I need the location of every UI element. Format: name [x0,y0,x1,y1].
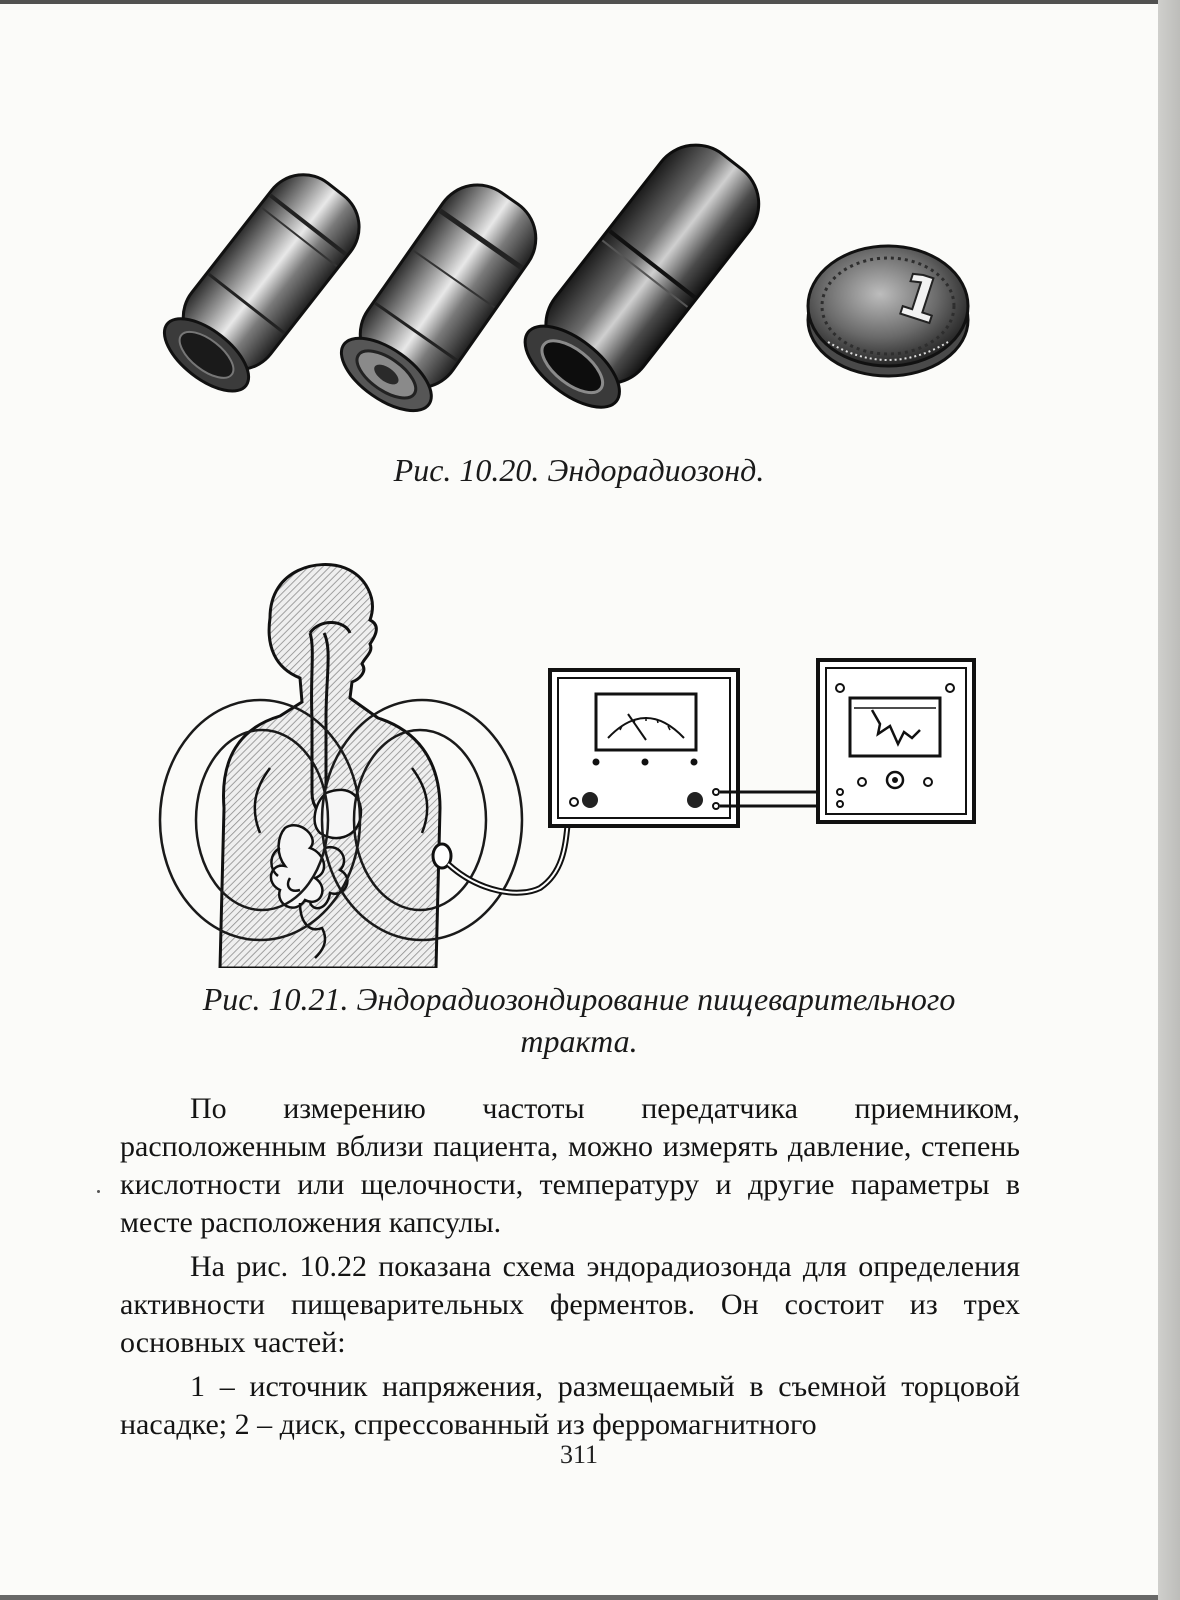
scan-bottom-edge [0,1595,1180,1600]
radiosonde-diagram [150,548,1010,968]
scan-top-edge [0,0,1180,4]
paragraph: 1 – источник напряжения, размещаемый в съемной торцовой насадке; 2 – диск, спрессованный из ферромагнитного [120,1370,1020,1441]
svg-text:1: 1 [889,259,951,339]
capsule-3 [512,130,777,422]
receiver-device [550,670,738,826]
body-text [120,1090,1020,1444]
capsule-2 [329,169,552,425]
figure-caption-2 [0,978,1158,1062]
coin [808,246,968,376]
figure-caption-2-line1: Рис. 10.21. Эндорадиозондирование пищеварительного [202,981,956,1017]
recorder-device [818,660,974,822]
scan-speck [97,1190,100,1193]
figure-caption-2-line2: тракта. [520,1023,638,1059]
capsule-1 [152,159,375,405]
capsules-figure [150,130,1010,430]
figure-caption-1: Рис. 10.20. Эндорадиозонд. [393,452,765,488]
paragraph: На рис. 10.22 показана схема эндорадиозонда для определения активности пищеварительных ферментов. Он состоит из трех основных частей: [120,1250,1020,1359]
paragraph: По измерению частоты передатчика приемником, расположенным вблизи пациента, можно измерять давление, степень кислотности или щелочности, температуру и другие параметры в месте расположения капсулы. [120,1092,1020,1239]
page-number: 311 [559,1440,599,1469]
page-edge-shadow [1158,0,1180,1600]
